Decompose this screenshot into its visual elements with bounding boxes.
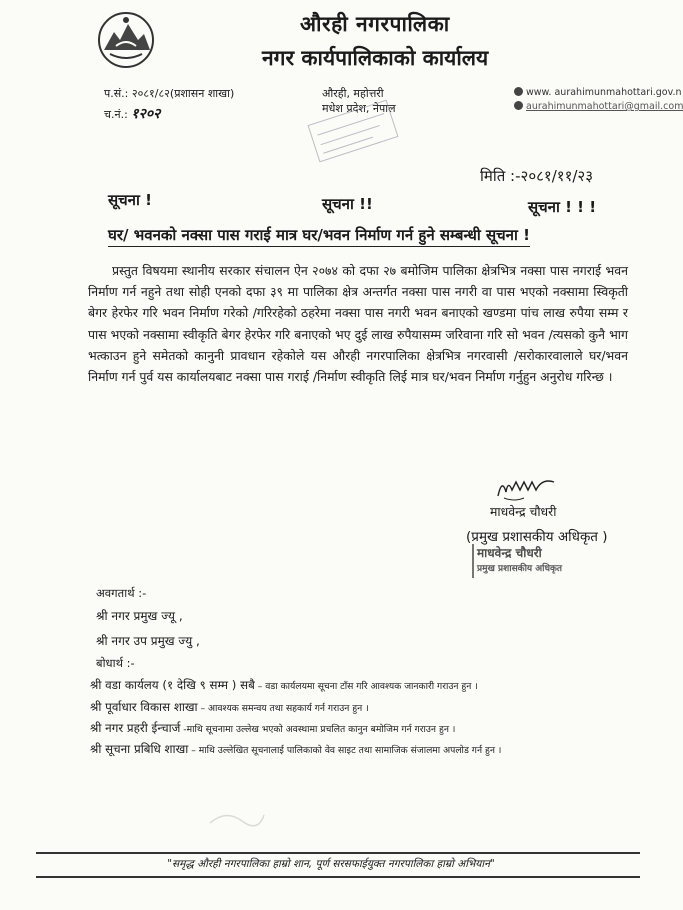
website-link[interactable]: [514, 87, 682, 98]
recipient-instruction: – माथि उल्लेखित सूचनालाई पालिकाको वेव साइट तथा सामाजिक संजालमा अपलोड गर्न हुन ।: [188, 745, 502, 756]
seal-name: माधवेन्द्र चौधरी: [477, 546, 542, 560]
globe-icon: [514, 87, 523, 96]
faint-stamp-smudge: [206, 803, 266, 833]
cc-recipient-deputy-mayor: श्री नगर उप प्रमुख ज्यु ,: [96, 634, 200, 648]
notice-heading-1: सूचना !: [108, 191, 152, 209]
recipient-name: श्री पूर्वाधार विकास शाखा: [90, 700, 198, 714]
office-address-district: औरही, महोत्तरी: [322, 87, 384, 100]
notice-body: प्रस्तुत विषयमा स्थानीय सरकार संचालन ऐन २०७४ को दफा २७ बमोजिम पालिका क्षेत्रभित्र नक्सा पास नगराई भवन निर्माण गर्न नहुने तथा सोही एनको दफा ३९ मा पालिका क्षेत्र अन्तर्गत नक्सा पास नगरी वा पास भएको नक्सामा स्विकृती बेगर हेरफेर गरि भवन निर्माण गरेको /गरिरहेको ठहरेमा नक्सा पास नगरी भवन बनाएको खण्डमा पांच लाख रुपैया सम्म र पास भएको नक्सामा स्वीकृति बेगर हेरफेर गरि बनाएको भए दुई लाख रुपैयासम्म जरिवाना गरि सो भवन /त्यसको कुनै भाग भत्काउन हुने समेतको कानुनी प्रावधान रहेकोले यस औरही नगरपालिका क्षेत्रभित्र नगरवासी /सरोकारवालाले घर/भवन निर्माण गर्न पुर्व यस कार्यालयबाट नक्सा पास गराई /निर्माण स्वीकृति लिई मात्र घर/भवन निर्माण गर्नुहुन अनुरोध गरिन्छ ।: [88, 263, 628, 385]
info-recipient-police: [90, 720, 455, 736]
received-stamp: [306, 98, 401, 165]
signatory-seal: [472, 544, 589, 578]
nepal-emblem-icon: [96, 10, 156, 70]
mail-icon: [514, 101, 523, 110]
info-recipient-ward-offices: [90, 677, 478, 693]
info-recipient-it-section: [90, 741, 501, 757]
notice-heading-3: सूचना ! ! !: [528, 198, 597, 216]
footer-slogan: "समृद्ध औरही नगरपालिका हाम्रो शान, पूर्ण सरसफाईयुक्त नगरपालिका हाम्रो अभियान": [167, 858, 495, 870]
office-address-province: मधेश प्रदेश, नेपाल: [322, 102, 396, 115]
signatory-name: माधवेन्द्र चौधरी: [490, 504, 557, 519]
recipient-instruction: -माथि सूचनामा उल्लेख भएको अवस्थामा प्रचलित कानुन बमोजिम गर्न गराउन हुन ।: [180, 724, 456, 735]
recipient-name: श्री नगर प्रहरी ईन्चार्ज: [90, 721, 181, 735]
email-link[interactable]: [514, 101, 683, 112]
footer-top-rule: [36, 852, 640, 854]
office-name: नगर कार्यपालिकाको कार्यालय: [262, 46, 489, 70]
recipient-instruction: – वडा कार्यलयमा सूचना टाँस गरि आवश्यक जानकारी गराउन हुन ।: [254, 681, 478, 692]
recipient-name: श्री वडा कार्यलय (१ देखि ९ सम्म ) सबै: [90, 678, 255, 692]
cc-heading: अवगतार्थ :-: [96, 586, 147, 600]
signatory-title: (प्रमुख प्रशासकीय अधिकृत ): [466, 529, 608, 545]
footer-bottom-rule: [36, 876, 640, 878]
website-text: www. aurahimunmahottari.gov.n: [526, 87, 682, 98]
handwritten-signature: [494, 472, 558, 502]
dispatch-value: १२०२: [131, 106, 161, 122]
cc-recipient-mayor: श्री नगर प्रमुख ज्यू ,: [96, 609, 183, 623]
info-heading: बोधार्थ :-: [96, 656, 135, 670]
info-recipient-infrastructure: [90, 699, 369, 715]
dispatch-label: च.नं.:: [104, 108, 128, 121]
recipient-instruction: – आवश्यक समन्वय तथा सहकार्य गर्न गराउन हुन ।: [197, 703, 369, 714]
notice-heading-2: सूचना !!: [322, 195, 373, 213]
recipient-name: श्री सूचना प्रबिधि शाखा: [90, 742, 189, 756]
seal-title: प्रमुख प्रशासकीय अधिकृत: [477, 564, 563, 574]
notice-subject: घर/ भवनको नक्सा पास गराई मात्र घर/भवन निर्माण गर्न हुने सम्बन्धी सूचना !: [108, 225, 530, 247]
email-text: aurahimunmahottari@gmail.com: [526, 101, 683, 112]
letter-date: मिति :-२०८१/११/२३: [480, 167, 594, 185]
municipality-name: औरही नगरपालिका: [300, 12, 450, 36]
letter-reference-number: प.सं.: २०८१/८२(प्रशासन शाखा): [104, 87, 235, 100]
dispatch-number: [104, 104, 160, 123]
